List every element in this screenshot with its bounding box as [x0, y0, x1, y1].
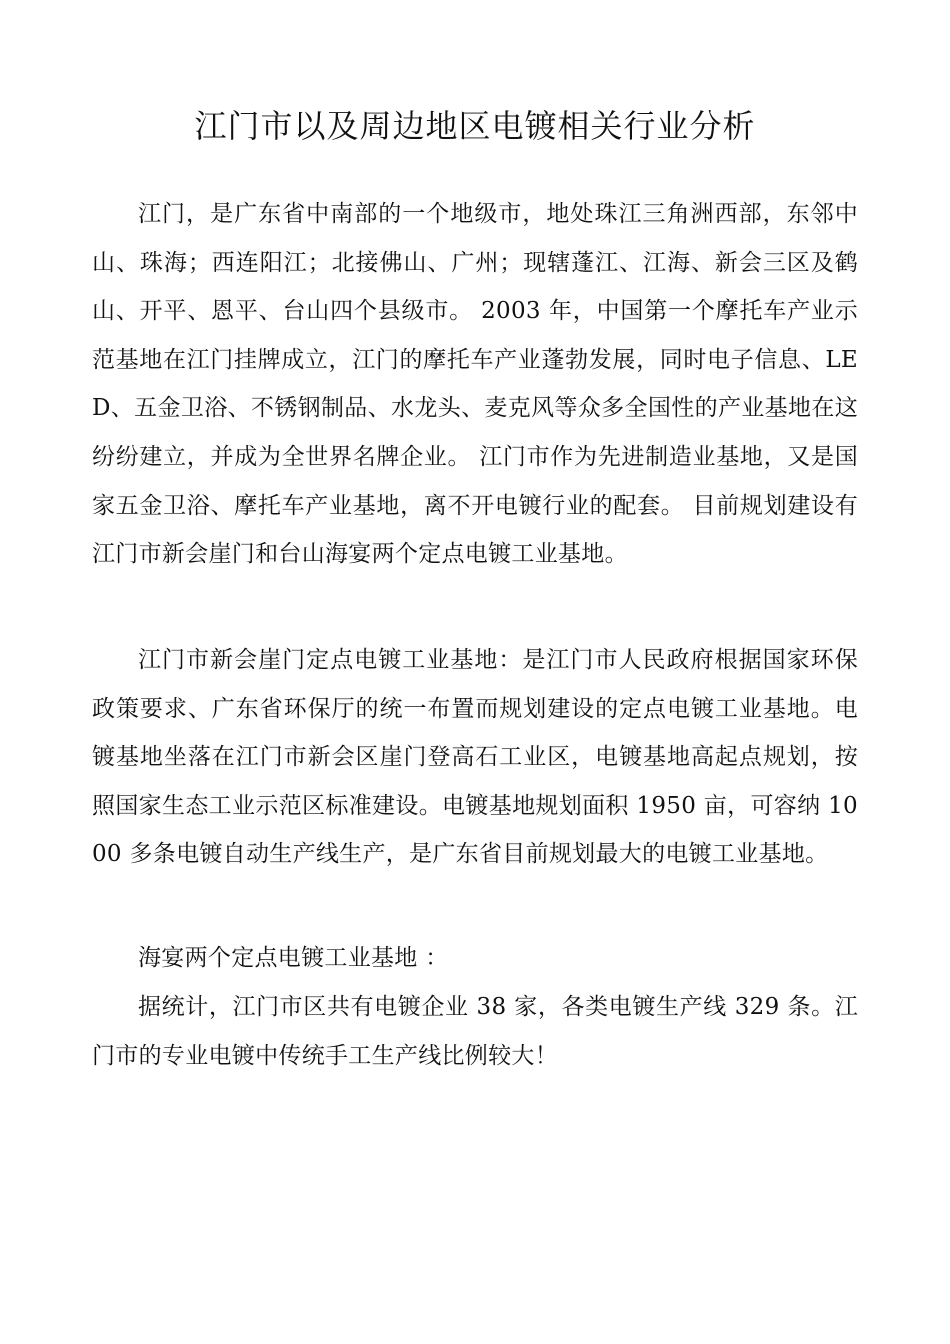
paragraph-statistics: 据统计，江门市区共有电镀企业 38 家，各类电镀生产线 329 条。江门市的专业电镀中传统手工生产线比例较大！ — [92, 994, 858, 1069]
paragraph-jiangmen-overview: 江门，是广东省中南部的一个地级市，地处珠江三角洲西部，东邻中山、珠海；西连阳江；北接佛山、广州；现辖蓬江、江海、新会三区及鹤山、开平、恩平、台山四个县级市。 2003 年，中国第一个摩托车产业示范基地在江门挂牌成立，江门的摩托车产业蓬勃发展，同时电子信息、LED、五金卫浴、不锈钢制品、水龙头、麦克风等众多全国性的产业基地在这纷纷建立，并成为全世界名牌企业。 江门市作为先进制造业基地，又是国家五金卫浴、摩托车产业基地，离不开电镀行业的配套。 目前规划建设有江门市新会崖门和台山海宴两个定点电镀工业基地。 — [92, 201, 858, 568]
document-title: 江门市以及周边地区电镀相关行业分析 — [194, 107, 756, 145]
paragraph-haiyan-heading: 海宴两个定点电镀工业基地 ： — [138, 945, 449, 971]
paragraph-yamen-base: 江门市新会崖门定点电镀工业基地：是江门市人民政府根据国家环保政策要求、广东省环保厅的统一布置而规划建设的定点电镀工业基地。电镀基地坐落在江门市新会区崖门登高石工业区，电镀基地高起点规划，按照国家生态工业示范区标准建设。电镀基地规划面积 1950 亩，可容纳 1000 多条电镀自动生产线生产，是广东省目前规划最大的电镀工业基地。 — [92, 647, 858, 868]
